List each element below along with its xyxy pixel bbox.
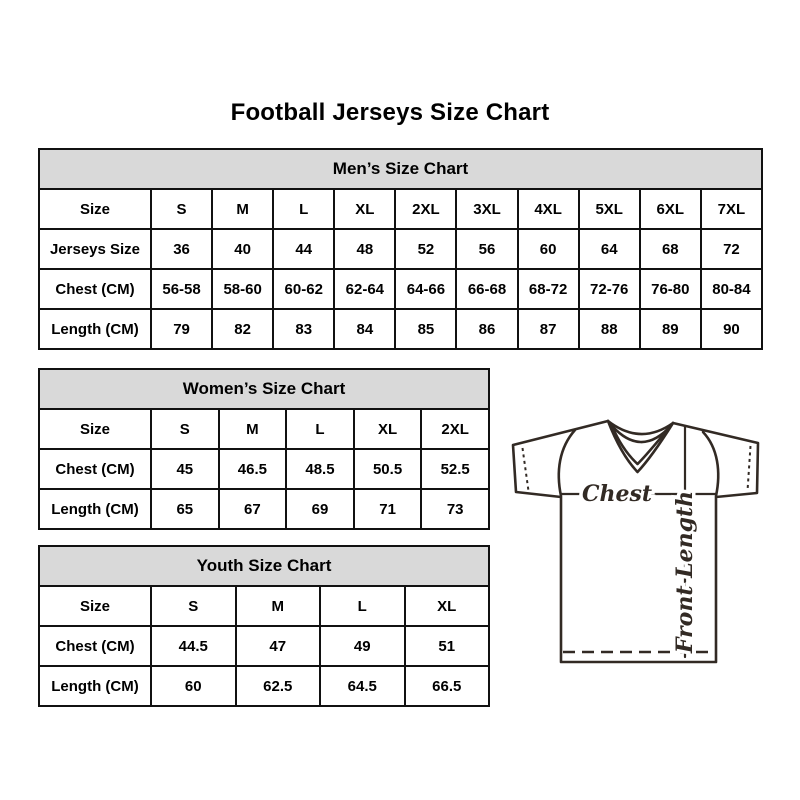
size-value-cell: 50.5 [354,449,422,489]
row-label-cell: Jerseys Size [39,229,151,269]
size-value-cell: 88 [579,309,640,349]
row-label-cell: Size [39,586,151,626]
size-value-cell: 64.5 [320,666,405,706]
size-value-cell: 49 [320,626,405,666]
womens-table-title: Women’s Size Chart [39,369,489,409]
row-label-cell: Size [39,409,151,449]
size-value-cell: 68 [640,229,701,269]
youth-table-head [39,546,489,586]
table-row [39,269,762,309]
size-value-cell: 82 [212,309,273,349]
size-value-cell: 87 [518,309,579,349]
size-value-cell: 51 [405,626,490,666]
womens-size-table [38,368,490,530]
youth-table-body [39,586,489,706]
size-value-cell: 6XL [640,189,701,229]
size-value-cell: 79 [151,309,212,349]
row-label-cell: Length (CM) [39,309,151,349]
size-value-cell: 52.5 [421,449,489,489]
row-label-cell: Chest (CM) [39,626,151,666]
size-value-cell: 47 [236,626,321,666]
size-value-cell: XL [354,409,422,449]
size-value-cell: 40 [212,229,273,269]
table-row [39,309,762,349]
size-value-cell: 64 [579,229,640,269]
size-value-cell: 48 [334,229,395,269]
size-value-cell: 69 [286,489,354,529]
size-value-cell: 62.5 [236,666,321,706]
size-value-cell: 72 [701,229,762,269]
row-label-cell: Length (CM) [39,666,151,706]
size-value-cell: 64-66 [395,269,456,309]
size-value-cell: 44 [273,229,334,269]
size-value-cell: 66-68 [456,269,517,309]
womens-table-head [39,369,489,409]
size-value-cell: 73 [421,489,489,529]
table-row [39,229,762,269]
youth-table-title: Youth Size Chart [39,546,489,586]
size-value-cell: S [151,409,219,449]
size-value-cell: 58-60 [212,269,273,309]
size-value-cell: 36 [151,229,212,269]
row-label-cell: Length (CM) [39,489,151,529]
size-value-cell: 80-84 [701,269,762,309]
size-value-cell: XL [405,586,490,626]
size-value-cell: 84 [334,309,395,349]
chest-label: Chest [581,481,653,507]
size-value-cell: 4XL [518,189,579,229]
size-value-cell: 56 [456,229,517,269]
page-title: Football Jerseys Size Chart [230,99,550,126]
jersey-measurement-diagram [495,400,775,700]
mens-size-table [38,148,763,350]
front-length-label: Front Length [672,490,698,654]
size-value-cell: 46.5 [219,449,287,489]
size-value-cell: 52 [395,229,456,269]
size-value-cell: S [151,189,212,229]
size-value-cell: 72-76 [579,269,640,309]
right-cuff-stitch-line [748,446,751,491]
size-value-cell: M [236,586,321,626]
size-value-cell: 89 [640,309,701,349]
table-row [39,189,762,229]
size-value-cell: 62-64 [334,269,395,309]
size-value-cell: 7XL [701,189,762,229]
size-value-cell: 45 [151,449,219,489]
size-value-cell: M [219,409,287,449]
size-value-cell: 60 [518,229,579,269]
size-value-cell: 3XL [456,189,517,229]
size-value-cell: 2XL [395,189,456,229]
size-value-cell: 65 [151,489,219,529]
left-cuff-stitch-line [523,448,529,491]
right-underarm-seam [703,432,718,496]
row-label-cell: Chest (CM) [39,269,151,309]
jersey-outline [513,421,758,662]
table-row [39,666,489,706]
size-value-cell: 86 [456,309,517,349]
size-value-cell: 56-58 [151,269,212,309]
mens-table-title: Men’s Size Chart [39,149,762,189]
womens-table-body [39,409,489,529]
youth-size-table [38,545,490,707]
table-title-row [39,149,762,189]
table-row [39,586,489,626]
table-title-row [39,369,489,409]
size-value-cell: 44.5 [151,626,236,666]
row-label-cell: Chest (CM) [39,449,151,489]
size-value-cell: XL [334,189,395,229]
size-value-cell: 85 [395,309,456,349]
size-value-cell: 60 [151,666,236,706]
size-value-cell: 5XL [579,189,640,229]
mens-table-head [39,149,762,189]
table-row [39,449,489,489]
size-value-cell: 90 [701,309,762,349]
size-value-cell: L [273,189,334,229]
v-neck-inner [612,426,669,464]
size-value-cell: M [212,189,273,229]
size-value-cell: 2XL [421,409,489,449]
size-value-cell: 68-72 [518,269,579,309]
size-value-cell: L [320,586,405,626]
size-value-cell: 48.5 [286,449,354,489]
size-value-cell: L [286,409,354,449]
size-value-cell: S [151,586,236,626]
size-value-cell: 60-62 [273,269,334,309]
size-value-cell: 67 [219,489,287,529]
table-title-row [39,546,489,586]
size-value-cell: 83 [273,309,334,349]
table-row [39,409,489,449]
mens-table-body [39,189,762,349]
table-row [39,626,489,666]
size-value-cell: 71 [354,489,422,529]
table-row [39,489,489,529]
size-value-cell: 76-80 [640,269,701,309]
left-underarm-seam [559,430,575,496]
row-label-cell: Size [39,189,151,229]
size-value-cell: 66.5 [405,666,490,706]
